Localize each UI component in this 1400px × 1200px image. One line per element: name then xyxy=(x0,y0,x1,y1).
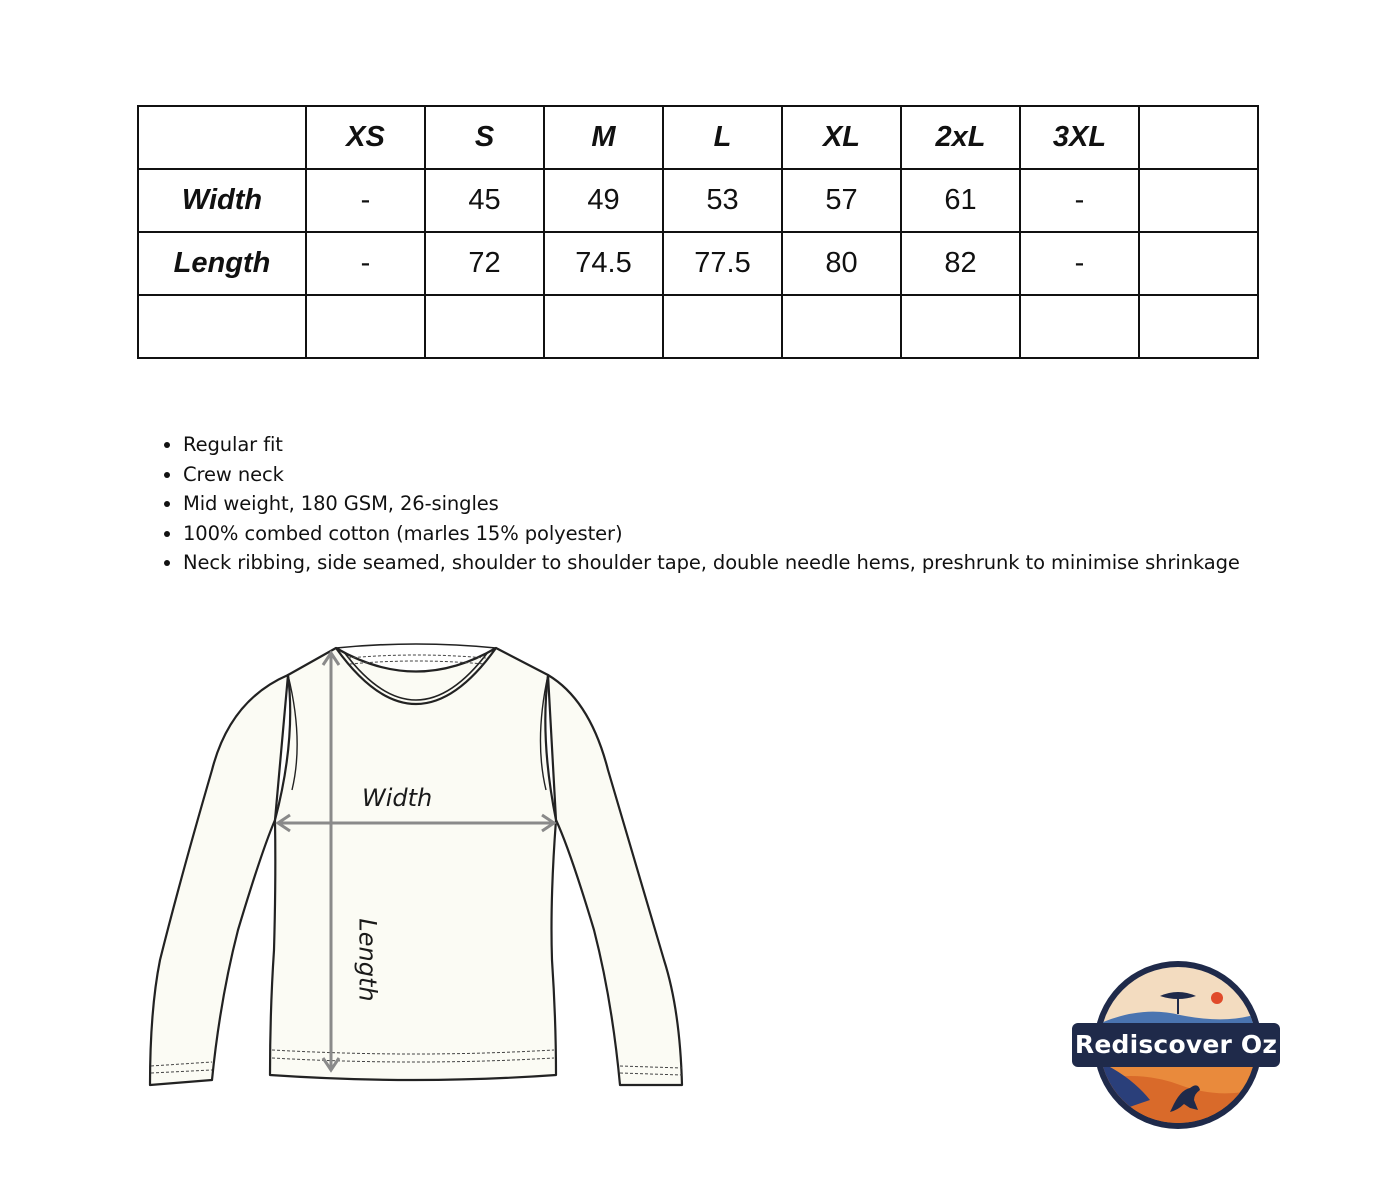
table-cell: 45 xyxy=(425,169,544,232)
size-header-xs: XS xyxy=(306,106,425,169)
size-header-xl: XL xyxy=(782,106,901,169)
table-cell: - xyxy=(1020,169,1139,232)
table-cell: 61 xyxy=(901,169,1020,232)
table-cell: 77.5 xyxy=(663,232,782,295)
long-sleeve-tshirt-icon xyxy=(140,635,700,1095)
table-cell xyxy=(1139,169,1258,232)
table-cell: 49 xyxy=(544,169,663,232)
table-cell xyxy=(663,295,782,358)
size-header-empty xyxy=(1139,106,1258,169)
length-row xyxy=(138,232,1258,295)
table-cell xyxy=(306,295,425,358)
width-measure-label: Width xyxy=(362,784,433,812)
size-header-m: M xyxy=(544,106,663,169)
brand-name: Rediscover Oz xyxy=(1074,1030,1278,1059)
row-label-width: Width xyxy=(138,169,306,232)
table-cell: - xyxy=(1020,232,1139,295)
table-cell xyxy=(901,295,1020,358)
table-cell xyxy=(425,295,544,358)
table-cell xyxy=(782,295,901,358)
table-cell: - xyxy=(306,232,425,295)
width-row xyxy=(138,169,1258,232)
size-header-2xl: 2xL xyxy=(901,106,1020,169)
empty-row xyxy=(138,295,1258,358)
list-item: • Mid weight, 180 GSM, 26-singles xyxy=(183,489,1240,519)
table-cell: 82 xyxy=(901,232,1020,295)
size-chart-table xyxy=(137,105,1259,359)
feature-list xyxy=(155,430,1240,578)
size-header-row xyxy=(138,106,1258,169)
table-cell: 57 xyxy=(782,169,901,232)
table-cell: 80 xyxy=(782,232,901,295)
size-header-l: L xyxy=(663,106,782,169)
size-header-3xl: 3XL xyxy=(1020,106,1139,169)
list-item: • 100% combed cotton (marles 15% polyester) xyxy=(183,519,1240,549)
table-cell xyxy=(544,295,663,358)
list-item: • Regular fit xyxy=(183,430,1240,460)
table-cell: 72 xyxy=(425,232,544,295)
table-cell xyxy=(1139,295,1258,358)
list-item: • Crew neck xyxy=(183,460,1240,490)
table-cell: 53 xyxy=(663,169,782,232)
length-measure-label: Length xyxy=(353,918,382,1002)
table-cell xyxy=(1020,295,1139,358)
list-item: • Neck ribbing, side seamed, shoulder to shoulder tape, double needle hems, preshrunk to minimise shrinkage xyxy=(183,548,1240,578)
table-cell: 74.5 xyxy=(544,232,663,295)
table-cell xyxy=(1139,232,1258,295)
row-label-length: Length xyxy=(138,232,306,295)
table-cell: - xyxy=(306,169,425,232)
corner-cell xyxy=(138,106,306,169)
size-header-s: S xyxy=(425,106,544,169)
row-label-empty xyxy=(138,295,306,358)
